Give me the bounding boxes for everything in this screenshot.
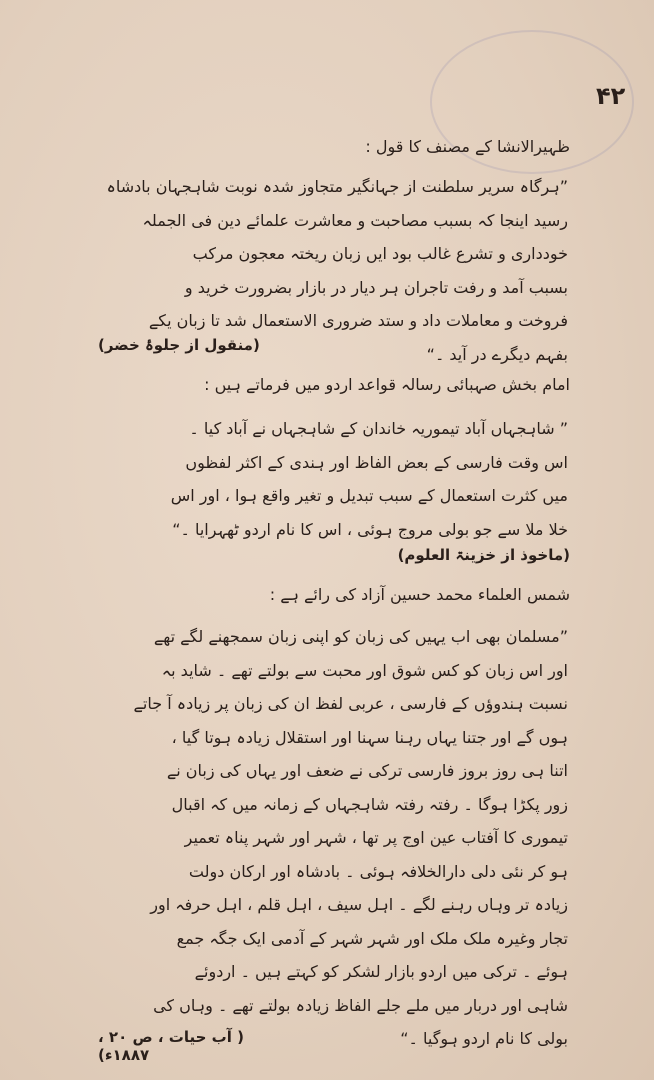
quote-line: ہوں گے اور جتنا یہاں رہنا سہنا اور استقلال زیادہ ہوتا گیا ، bbox=[171, 727, 568, 747]
section-3-citation: ( آب حیات ، ص ۲۰ ، ۱۸۸۷ء) bbox=[98, 1028, 244, 1064]
quote-line: میں کثرت استعمال کے سبب تبدیل و تغیر واقع ہوا ، اور اس bbox=[170, 486, 568, 505]
quote-line: بولی کا نام اردو ہوگیا ۔“ bbox=[400, 1029, 568, 1048]
section-2-heading: امام بخش صہبائی رسالہ قواعد اردو میں فرماتے ہیں : bbox=[204, 375, 570, 394]
quote-line: خلا ملا سے جو بولی مروج ہوئی ، اس کا نام اردو ٹھہرایا ۔“ bbox=[172, 519, 568, 539]
quote-line: ” شاہجہاں آباد تیموریہ خاندان کے شاہجہاں نے آباد کیا ۔ bbox=[189, 419, 568, 438]
page-number: ۴۲ bbox=[596, 82, 626, 110]
quote-line: ”مسلمان بھی اب یہیں کی زبان کو اپنی زبان سمجھنے لگے تھے bbox=[153, 627, 568, 646]
quote-line: اور اس زبان کو کس شوق اور محبت سے بولتے تھے ۔ شاید بہ bbox=[161, 660, 568, 680]
quote-line: خودداری و تشرع غالب بود ایں زبان ریختہ معجون مرکب bbox=[192, 244, 568, 263]
quote-line: ”ہرگاہ سریر سلطنت از جہانگیر متجاوز شدہ نوبت شاہجہان بادشاہ bbox=[106, 177, 568, 196]
quote-line: رسید اینجا کہ بسبب مصاحبت و معاشرت علمائے دین فی الجملہ bbox=[142, 210, 568, 230]
section-3-heading: شمس العلماء محمد حسین آزاد کی رائے ہے : bbox=[269, 585, 570, 604]
quote-line: تیموری کا آفتاب عین اوج پر تھا ، شہر اور شہر پناہ تعمیر bbox=[184, 828, 568, 847]
quote-line: شاہی اور دربار میں ملے جلے الفاظ زیادہ بولتے تھے ۔ وہاں کی bbox=[153, 995, 568, 1015]
quote-line: تجار وغیرہ ملک ملک اور شہر شہر کے آدمی ایک جگہ جمع bbox=[176, 928, 568, 948]
quote-line: زور پکڑا ہوگا ۔ رفتہ رفتہ شاہجہاں کے زمانہ میں کہ اقبال bbox=[171, 794, 568, 814]
section-1-heading: ظہیرالانشا کے مصنف کا قول : bbox=[365, 137, 570, 156]
section-3-last-line bbox=[300, 1022, 568, 1056]
section-1-citation: (منقول از جلوۂ خضر) bbox=[98, 336, 260, 354]
quote-line: ہو کر نئی دلی دارالخلافہ ہوئی ۔ بادشاہ اور ارکان دولت bbox=[188, 861, 568, 881]
section-2-quote bbox=[98, 412, 568, 546]
quote-line: زیادہ تر وہاں رہنے لگے ۔ اہل سیف ، اہل قلم ، اہل حرفہ اور bbox=[150, 895, 568, 914]
quote-line: اتنا ہی روز بروز فارسی ترکی نے ضعف اور یہاں کی زبان نے bbox=[166, 761, 568, 780]
section-3-quote bbox=[98, 620, 568, 1022]
quote-line: فروخت و معاملات داد و ستد ضروری الاستعمال شد تا زبان یکے bbox=[148, 311, 568, 330]
quote-line: بسبب آمد و رفت تاجران ہر دیار در بازار بضرورت خرید و bbox=[184, 277, 568, 297]
quote-line: بفہم دیگرے در آید ۔“ bbox=[426, 344, 568, 364]
quote-line: ہوئے ۔ ترکی میں اردو بازار لشکر کو کہتے ہیں ۔ اردوئے bbox=[194, 962, 568, 981]
quote-line: اس وقت فارسی کے بعض الفاظ اور ہندی کے اکثر لفظوں bbox=[185, 452, 568, 472]
section-2-citation: (ماخوذ از خزینۃ العلوم) bbox=[397, 546, 570, 564]
quote-line: نسبت ہندوؤں کے فارسی ، عربی لفظ ان کی زبان پر زیادہ آ جاتے bbox=[133, 694, 568, 713]
